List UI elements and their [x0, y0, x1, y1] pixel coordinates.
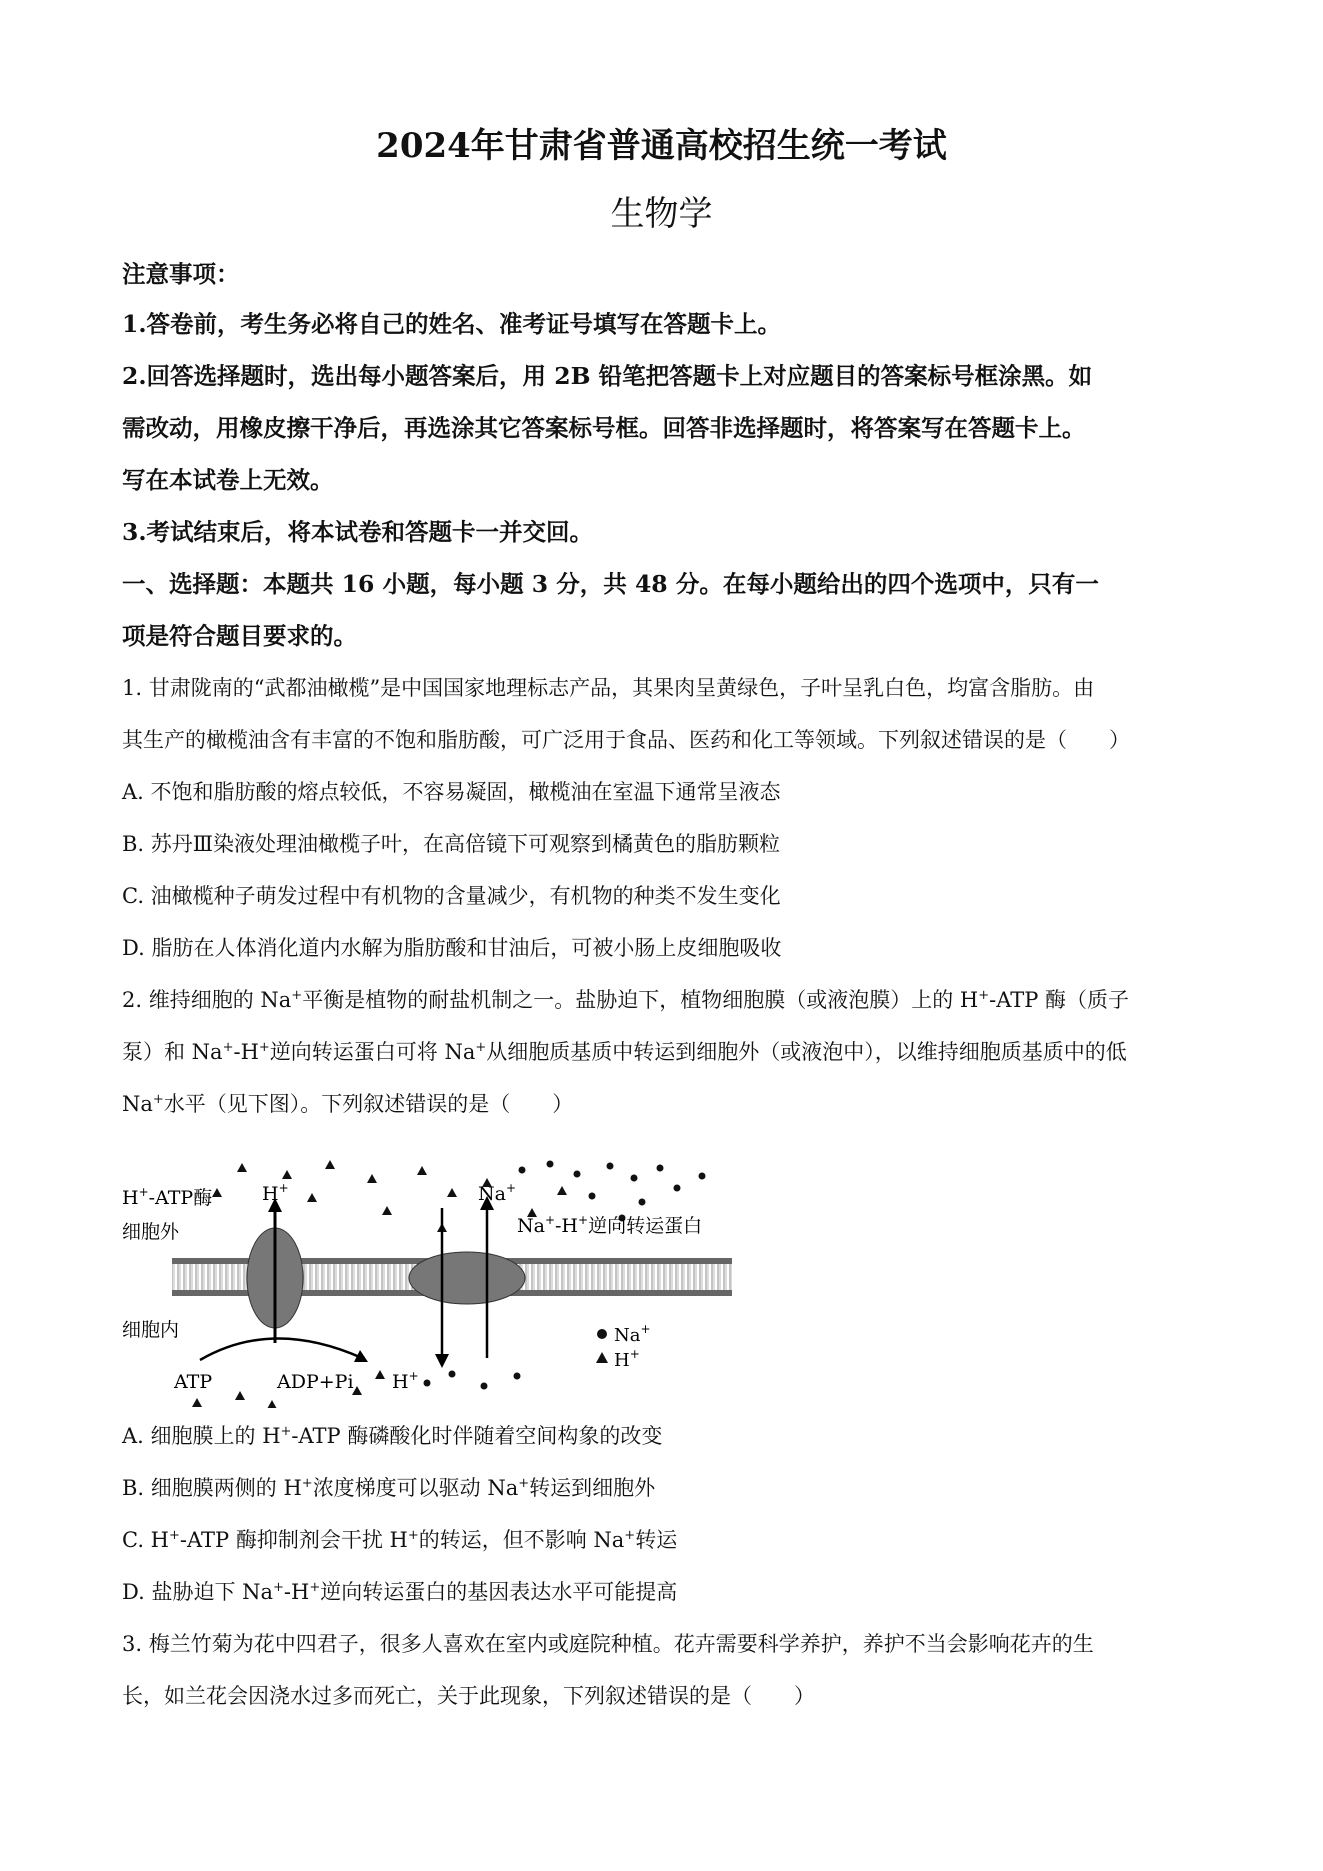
notice-item-2-cont: 需改动，用橡皮擦干净后，再选涂其它答案标号框。回答非选择题时，将答案写在答题卡上。 [122, 414, 1086, 442]
q1-option-a: A. 不饱和脂肪酸的熔点较低，不容易凝固，橄榄油在室温下通常呈液态 [122, 780, 781, 804]
antiporter-protein [409, 1252, 525, 1304]
q1-option-b: B. 苏丹Ⅲ染液处理油橄榄子叶，在高倍镜下可观察到橘黄色的脂肪颗粒 [122, 832, 781, 856]
notice-heading: 注意事项： [122, 260, 240, 288]
section-heading: 一、选择题：本题共 16 小题，每小题 3 分，共 48 分。在每小题给出的四个选项中，只有一 [122, 570, 1099, 598]
q2-stem-end: Na+水平（见下图）。下列叙述错误的是（ ） [122, 1092, 574, 1116]
h-bottom-label: H+ [392, 1369, 419, 1393]
atp-hydrolysis-arrow [200, 1338, 362, 1360]
extracellular-label: 细胞外 [122, 1221, 180, 1243]
section-heading-cont: 项是符合题目要求的。 [122, 622, 357, 650]
figure-legend [596, 1322, 651, 1371]
intracellular-label: 细胞内 [122, 1319, 180, 1341]
h-atpase-label: H+-ATP酶 [122, 1185, 213, 1209]
q2-option-a: A. 细胞膜上的 H+-ATP 酶磷酸化时伴随着空间构象的改变 [122, 1424, 663, 1448]
h-legend-marker [596, 1352, 608, 1363]
q3-stem-cont: 长，如兰花会因浇水过多而死亡，关于此现象，下列叙述错误的是（ ） [122, 1684, 815, 1708]
antiporter-label: Na+-H+逆向转运蛋白 [517, 1213, 703, 1237]
adp-pi-label: ADP+Pi [277, 1371, 354, 1393]
q2-stem-cont: 泵）和 Na+-H+逆向转运蛋白可将 Na+从细胞质基质中转运到细胞外（或液泡中），以维持细胞质基质中的低 [122, 1040, 1127, 1064]
q2-stem: 2. 维持细胞的 Na+平衡是植物的耐盐机制之一。盐胁迫下，植物细胞膜（或液泡膜）上的 H+-ATP 酶（质子 [122, 988, 1130, 1012]
q1-stem: 1. 甘肃陇南的“武都油橄榄”是中国国家地理标志产品，其果肉呈黄绿色，子叶呈乳白色，均富含脂肪。由 [122, 676, 1095, 700]
atp-label: ATP [174, 1371, 213, 1393]
subject-title: 生物学 [610, 194, 713, 234]
na-legend-label: Na+ [614, 1322, 651, 1346]
notice-item-1: 1.答卷前，考生务必将自己的姓名、准考证号填写在答题卡上。 [122, 310, 782, 338]
notice-item-2: 2.回答选择题时，选出每小题答案后，用 2B 铅笔把答题卡上对应题目的答案标号框涂黑。如 [122, 362, 1093, 390]
q2-option-c: C. H+-ATP 酶抑制剂会干扰 H+的转运，但不影响 Na+转运 [122, 1528, 678, 1552]
notice-item-2-end: 写在本试卷上无效。 [122, 466, 334, 494]
exam-title: 2024年甘肃省普通高校招生统一考试 [376, 126, 947, 166]
membrane-transport-diagram [122, 1148, 802, 1408]
h-legend-label: H+ [614, 1347, 640, 1371]
notice-item-3: 3.考试结束后，将本试卷和答题卡一并交回。 [122, 518, 594, 546]
q2-option-b: B. 细胞膜两侧的 H+浓度梯度可以驱动 Na+转运到细胞外 [122, 1476, 656, 1500]
na-legend-marker [597, 1329, 607, 1339]
na-top-label: Na+ [478, 1181, 517, 1205]
q1-stem-cont: 其生产的橄榄油含有丰富的不饱和脂肪酸，可广泛用于食品、医药和化工等领域。下列叙述错误的是（ ） [122, 728, 1130, 752]
q1-option-c: C. 油橄榄种子萌发过程中有机物的含量减少，有机物的种类不发生变化 [122, 884, 781, 908]
q1-option-d: D. 脂肪在人体消化道内水解为脂肪酸和甘油后，可被小肠上皮细胞吸收 [122, 936, 782, 960]
h-top-label: H+ [262, 1181, 289, 1205]
q3-stem: 3. 梅兰竹菊为花中四君子，很多人喜欢在室内或庭院种植。花卉需要科学养护，养护不当会影响花卉的生 [122, 1632, 1094, 1656]
q2-option-d: D. 盐胁迫下 Na+-H+逆向转运蛋白的基因表达水平可能提高 [122, 1580, 678, 1604]
intracellular-ions [192, 1370, 521, 1408]
